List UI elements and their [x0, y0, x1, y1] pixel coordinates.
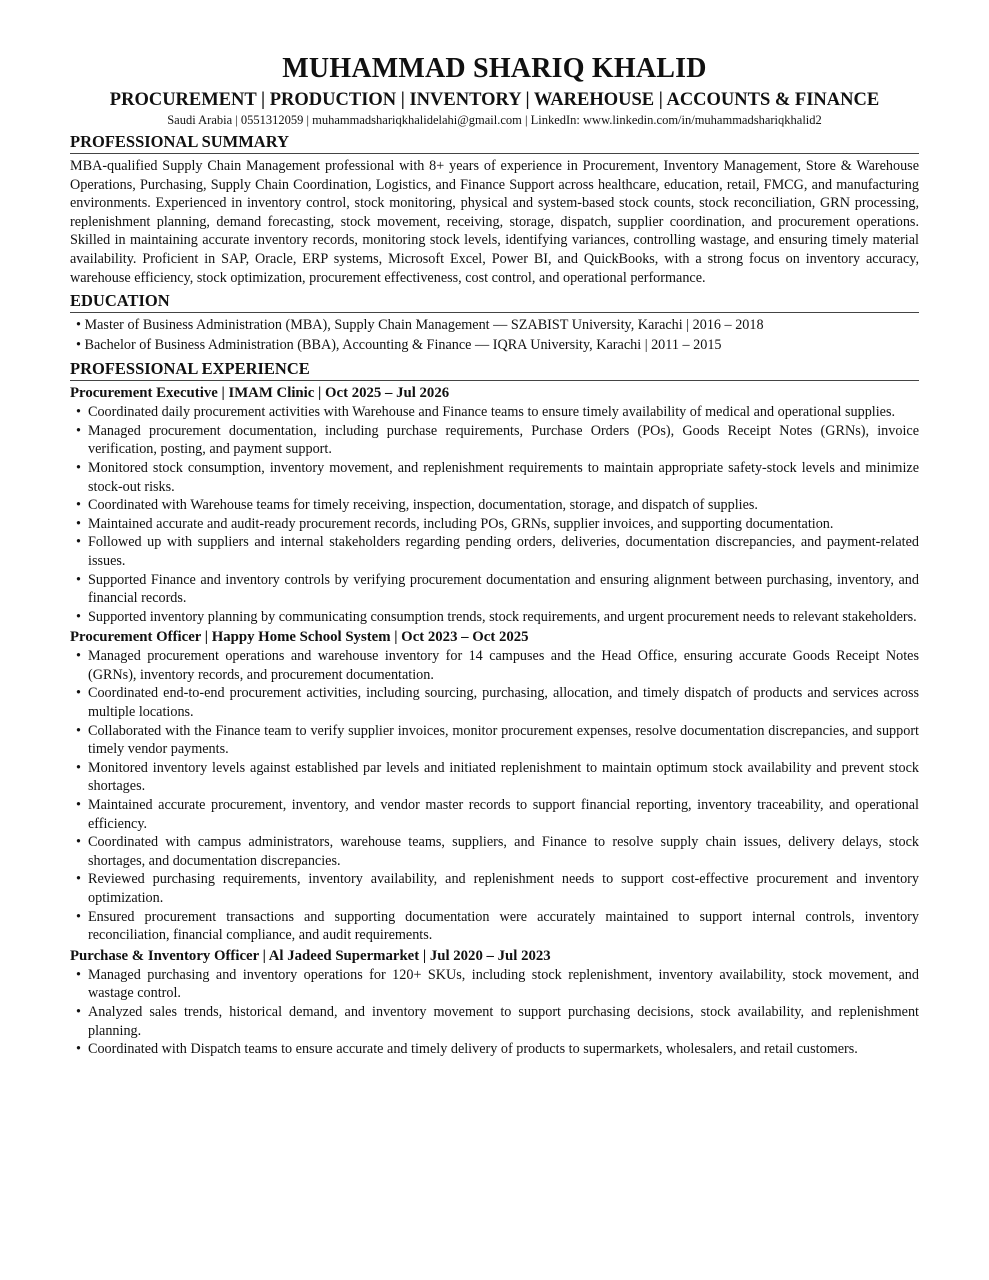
bullet-marker: • — [76, 422, 81, 439]
job-bullet — [70, 496, 919, 515]
bullet-text: Followed up with suppliers and internal stakeholders regarding pending orders, deliveries, documentation discrepancies, and payment-related issues. — [88, 534, 919, 569]
bullet-text: Collaborated with the Finance team to verify supplier invoices, monitor procurement expenses, resolve documentation discrepancies, and support timely vendor payments. — [88, 722, 919, 758]
experience-section — [70, 359, 919, 1059]
job-bullet — [70, 833, 919, 870]
bullet-text: Managed purchasing and inventory operations for 120+ SKUs, including stock replenishment, inventory availability, stock movement, and wastage control. — [88, 966, 919, 1002]
job-bullet — [70, 759, 919, 796]
job-bullets — [70, 647, 919, 945]
job-bullet — [70, 459, 919, 496]
job-bullets — [70, 403, 919, 626]
candidate-name: MUHAMMAD SHARIQ KHALID — [282, 53, 707, 84]
job-list — [70, 384, 919, 1059]
job-bullet — [70, 608, 919, 627]
bullet-text: Maintained accurate and audit-ready procurement records, including POs, GRNs, supplier invoices, and supporting documentation. — [88, 515, 834, 532]
bullet-marker: • — [76, 404, 81, 421]
bullet-marker: • — [76, 497, 81, 514]
bullet-marker: • — [76, 515, 81, 532]
bullet-text: Ensured procurement transactions and supporting documentation were accurately maintained to support internal controls, inventory reconciliation, financial compliance, and audit requirements. — [88, 908, 919, 944]
job-bullet — [70, 870, 919, 907]
education-item: • Bachelor of Business Administration (BBA), Accounting & Finance — IQRA University, Karachi | 2011 – 2015 — [76, 336, 722, 353]
job-heading: Purchase & Inventory Officer | Al Jadeed Supermarket | Jul 2020 – Jul 2023 — [70, 947, 551, 964]
job-entry — [70, 384, 919, 626]
bullet-text: Managed procurement operations and warehouse inventory for 14 campuses and the Head Office, ensuring accurate Goods Receipt Notes (GRNs), inventory records, and procurement documentation. — [88, 648, 919, 683]
bullet-marker: • — [76, 759, 81, 776]
bullet-text: Coordinated daily procurement activities with Warehouse and Finance teams to ensure timely availability of medical and operational supplies. — [88, 404, 896, 421]
headline: PROCUREMENT | PRODUCTION | INVENTORY | WAREHOUSE | ACCOUNTS & FINANCE — [109, 90, 880, 110]
bullet-marker: • — [76, 871, 81, 888]
education-section — [70, 291, 919, 355]
bullet-marker: • — [76, 722, 81, 739]
bullet-marker: • — [76, 648, 81, 665]
job-bullet — [70, 684, 919, 721]
job-bullet — [70, 533, 919, 570]
summary-text: MBA-qualified Supply Chain Management professional with 8+ years of experience in Procurement, Inventory Management, Store & Warehouse Operations, Purchasing, Supply Chain Coordination, Logistics, and Finance Support across healthcare, education, retail, FMCG, and manufacturing environments. Experienced in inventory control, stock monitoring, physical and system-based stock counts, stock reconciliation, GRN processing, replenishment planning, demand forecasting, stock movement, receiving, storage, dispatch, supplier coordination, and procurement operations. Skilled in maintaining accurate inventory records, monitoring stock levels, identifying variances, controlling wastage, and ensuring timely material availability. Proficient in SAP, Oracle, ERP systems, Microsoft Excel, Power BI, and QuickBooks, with a strong focus on inventory accuracy, warehouse efficiency, stock optimization, procurement effectiveness, cost control, and operational performance. — [70, 158, 919, 286]
bullet-text: Maintained accurate procurement, inventory, and vendor master records to support financial reporting, inventory traceability, and operational efficiency. — [88, 797, 919, 832]
summary-heading: PROFESSIONAL SUMMARY — [70, 132, 919, 154]
resume-page — [70, 54, 919, 1059]
bullet-text: Coordinated with Warehouse teams for timely receiving, inspection, documentation, storage, and dispatch of supplies. — [88, 497, 758, 514]
summary-section — [70, 132, 919, 287]
bullet-marker: • — [76, 1003, 81, 1020]
bullet-text: Coordinated with campus administrators, warehouse teams, suppliers, and Finance to resolve supply chain issues, delivery delays, stock shortages, and documentation discrepancies. — [88, 834, 919, 869]
bullet-marker: • — [76, 608, 81, 625]
job-entry — [70, 628, 919, 945]
bullet-marker: • — [76, 534, 81, 551]
bullet-text: Coordinated end-to-end procurement activities, including sourcing, purchasing, allocation, and timely dispatch of products and services across multiple locations. — [88, 685, 919, 721]
job-bullet — [70, 908, 919, 945]
education-item: • Master of Business Administration (MBA), Supply Chain Management — SZABIST University, Karachi | 2016 – 2018 — [76, 317, 764, 334]
education-heading: EDUCATION — [70, 291, 919, 313]
job-bullet — [70, 796, 919, 833]
bullet-text: Managed procurement documentation, including purchase requirements, Purchase Orders (POs), Goods Receipt Notes (GRNs), invoice verification, posting, and payment support. — [88, 422, 919, 458]
bullet-text: Coordinated with Dispatch teams to ensure accurate and timely delivery of products to supermarkets, wholesalers, and retail customers. — [88, 1041, 858, 1058]
bullet-marker: • — [76, 908, 81, 925]
bullet-marker: • — [76, 1041, 81, 1058]
job-bullets — [70, 966, 919, 1059]
bullet-marker: • — [76, 685, 81, 702]
job-heading: Procurement Executive | IMAM Clinic | Oct 2025 – Jul 2026 — [70, 385, 450, 402]
bullet-text: Monitored stock consumption, inventory movement, and replenishment requirements to maintain appropriate safety-stock levels and minimize stock-out risks. — [88, 459, 919, 495]
job-bullet — [70, 515, 919, 534]
education-list — [70, 316, 919, 355]
experience-heading: PROFESSIONAL EXPERIENCE — [70, 359, 919, 381]
bullet-text: Supported Finance and inventory controls by verifying procurement documentation and ensuring alignment between purchasing, inventory, and financial records. — [88, 571, 919, 607]
job-bullet — [70, 966, 919, 1003]
job-heading: Procurement Officer | Happy Home School System | Oct 2023 – Oct 2025 — [70, 629, 529, 646]
bullet-marker: • — [76, 571, 81, 588]
bullet-marker: • — [76, 834, 81, 851]
bullet-text: Monitored inventory levels against established par levels and initiated replenishment to maintain optimum stock availability and prevent stock shortages. — [88, 759, 919, 795]
job-bullet — [70, 422, 919, 459]
bullet-marker: • — [76, 966, 81, 983]
contact-line: Saudi Arabia | 0551312059 | muhammadshariqkhalidelahi@gmail.com | LinkedIn: www.linkedin.com/in/muhammadshariqkhalid2 — [167, 113, 822, 127]
job-entry — [70, 947, 919, 1059]
job-bullet — [70, 647, 919, 684]
bullet-marker: • — [76, 797, 81, 814]
bullet-text: Supported inventory planning by communicating consumption trends, stock requirements, and urgent procurement needs to relevant stakeholders. — [88, 608, 917, 625]
job-bullet — [70, 1003, 919, 1040]
job-bullet — [70, 571, 919, 608]
job-bullet — [70, 403, 919, 422]
bullet-marker: • — [76, 459, 81, 476]
job-bullet — [70, 1040, 919, 1059]
bullet-text: Analyzed sales trends, historical demand, and inventory movement to support purchasing decisions, stock availability, and replenishment planning. — [88, 1003, 919, 1039]
bullet-text: Reviewed purchasing requirements, inventory availability, and replenishment needs to support cost-effective procurement and inventory optimization. — [88, 871, 919, 906]
job-bullet — [70, 722, 919, 759]
